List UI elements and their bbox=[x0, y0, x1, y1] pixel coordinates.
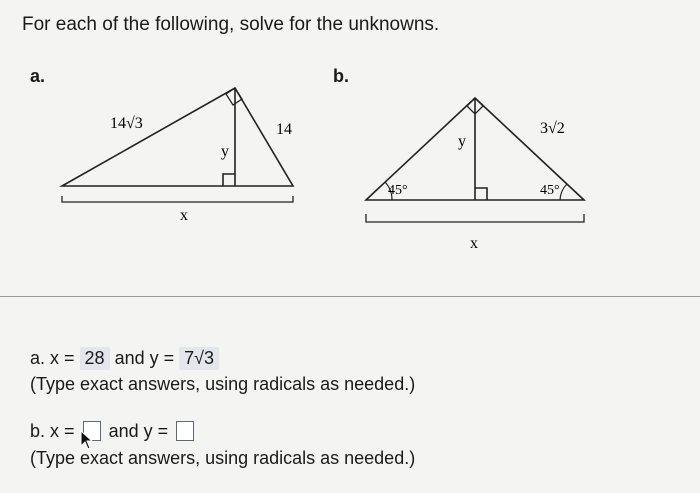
answer-b-y-input[interactable] bbox=[176, 421, 194, 441]
section-divider bbox=[0, 296, 700, 297]
triangle-b bbox=[366, 98, 584, 222]
answer-b-prefix: b. x = bbox=[30, 421, 75, 441]
triangle-a bbox=[62, 88, 293, 202]
instruction-text: For each of the following, solve for the unknowns. bbox=[22, 14, 440, 35]
problem-a-label: a. bbox=[30, 66, 46, 86]
triangle-b-base-label: x bbox=[470, 235, 478, 252]
answer-b-middle: and y = bbox=[108, 421, 169, 441]
answer-a-x-field[interactable]: 28 bbox=[80, 347, 110, 370]
problem-b-label: b. bbox=[333, 66, 349, 86]
answer-a-row bbox=[30, 347, 219, 370]
triangle-a-altitude-label: y bbox=[221, 143, 229, 160]
answer-a-prefix: a. x = bbox=[30, 348, 75, 368]
answer-a-y-field[interactable]: 7√3 bbox=[179, 347, 219, 370]
answer-b-hint: (Type exact answers, using radicals as needed.) bbox=[30, 448, 416, 468]
triangle-b-right-angle-label: 45° bbox=[540, 183, 560, 198]
triangle-a-right-side-label: 14 bbox=[276, 121, 292, 138]
triangle-a-left-side-label: 14√3 bbox=[110, 115, 143, 132]
answer-a-hint: (Type exact answers, using radicals as needed.) bbox=[30, 374, 416, 394]
triangle-a-base-label: x bbox=[180, 207, 188, 224]
triangle-b-altitude-label: y bbox=[458, 133, 466, 150]
triangle-b-right-side-label: 3√2 bbox=[540, 120, 565, 137]
triangle-b-left-angle-label: 45° bbox=[388, 183, 408, 198]
answer-b-row bbox=[30, 421, 197, 442]
answer-a-middle: and y = bbox=[114, 348, 175, 368]
mouse-cursor-icon bbox=[80, 430, 94, 450]
